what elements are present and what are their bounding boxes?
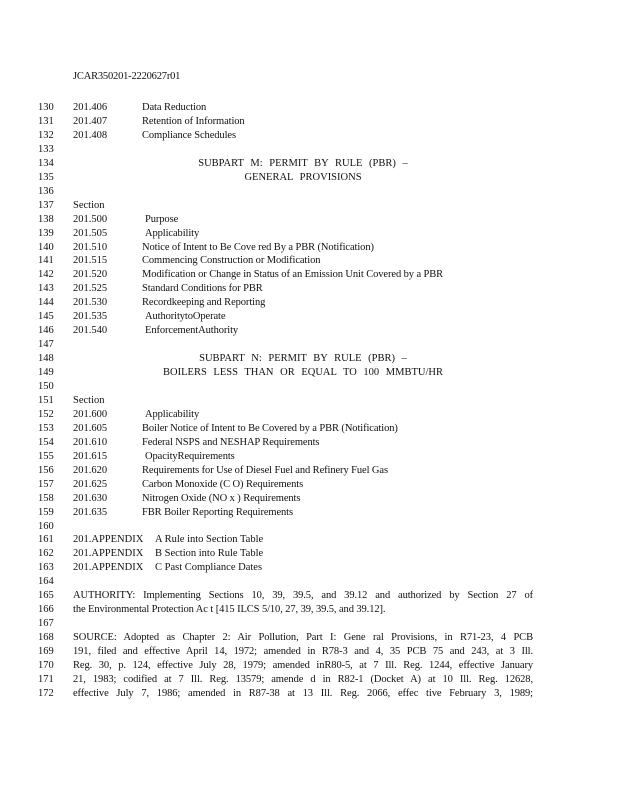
line-number: 152 [38, 408, 54, 420]
line-number: 165 [38, 590, 54, 602]
section-title: Standard Conditions for PBR [142, 283, 263, 295]
section-number: 201.510 [73, 241, 108, 253]
line-number: 154 [38, 436, 54, 448]
document-line [0, 380, 618, 394]
subpart-heading: BOILERS LESS THAN OR EQUAL TO 100 MMBTU/HR [163, 367, 443, 379]
document-line [0, 617, 618, 631]
document-line [0, 464, 618, 478]
document-id-header: JCAR350201-2220627r01 [73, 71, 181, 82]
section-number: 201.500 [73, 213, 108, 225]
section-title: Boiler Notice of Intent to Be Covered by a PBR (Notification) [142, 422, 398, 434]
section-title: Applicability [145, 408, 200, 420]
section-number: 201.APPENDIX [73, 534, 144, 546]
document-line [0, 408, 618, 422]
section-title: OpacityRequirements [145, 450, 235, 462]
line-number: 166 [38, 604, 54, 616]
document-line [0, 478, 618, 492]
section-number: 201.635 [73, 506, 108, 518]
document-line [0, 157, 618, 171]
document-line [0, 673, 618, 687]
section-title: Commencing Construction or Modification [142, 255, 321, 267]
paragraph-line: 191, filed and effective April 14, 1972; amended in R78-3 and 4, 35 PCB 75 and 243, at 3 Ill. [73, 646, 533, 658]
line-number: 142 [38, 269, 54, 281]
section-title: Retention of Information [142, 115, 245, 127]
document-line [0, 101, 618, 115]
section-number: 201.605 [73, 422, 108, 434]
line-number: 157 [38, 478, 54, 490]
paragraph-line: SOURCE: Adopted as Chapter 2: Air Pollution, Part I: Gene ral Provisions, in R71-23, 4 PCB [73, 632, 533, 644]
section-number: 201.407 [73, 115, 108, 127]
section-title: Compliance Schedules [142, 129, 236, 141]
section-title: EnforcementAuthority [145, 325, 239, 337]
section-title: Purpose [145, 213, 179, 225]
document-line [0, 241, 618, 255]
section-number: Section [73, 394, 105, 406]
line-number: 156 [38, 464, 54, 476]
document-line [0, 185, 618, 199]
section-title: Modification or Change in Status of an Emission Unit Covered by a PBR [142, 269, 444, 281]
section-title: Notice of Intent to Be Cove red By a PBR (Notification) [142, 241, 374, 253]
document-line [0, 561, 618, 575]
line-number: 146 [38, 325, 54, 337]
section-number: 201.630 [73, 492, 108, 504]
section-title: Data Reduction [142, 102, 207, 113]
section-number: 201.APPENDIX [73, 562, 144, 574]
line-number: 155 [38, 450, 54, 462]
line-number: 130 [38, 102, 54, 113]
document-line [0, 268, 618, 282]
document-line [0, 143, 618, 157]
document-line [0, 171, 618, 185]
subpart-heading: GENERAL PROVISIONS [244, 171, 362, 183]
line-number: 170 [38, 660, 54, 671]
line-number: 149 [38, 367, 54, 379]
document-line [0, 296, 618, 310]
section-number: Section [73, 199, 105, 211]
line-number: 135 [38, 171, 54, 183]
document-line [0, 115, 618, 129]
line-number: 144 [38, 297, 54, 309]
document-line [0, 422, 618, 436]
section-number: 201.615 [73, 450, 108, 462]
line-number: 134 [38, 157, 54, 169]
line-number: 163 [38, 562, 54, 574]
section-number: 201.540 [73, 325, 108, 337]
line-number: 172 [38, 687, 54, 699]
document-line [0, 352, 618, 366]
section-number: 201.406 [73, 102, 108, 113]
line-number: 159 [38, 506, 54, 518]
section-title: Applicability [145, 227, 200, 239]
section-number: 201.530 [73, 297, 108, 309]
paragraph-line: 21, 1983; codified at 7 Ill. Reg. 13579; amende d in R82-1 (Docket A) at 10 Ill. Reg. 12628, [73, 673, 533, 685]
document-line [0, 631, 618, 645]
line-number: 161 [38, 534, 54, 546]
document-line [0, 589, 618, 603]
section-number: 201.625 [73, 478, 108, 490]
document-line [0, 492, 618, 506]
document-line [0, 199, 618, 213]
line-number: 133 [38, 143, 54, 155]
document-line [0, 533, 618, 547]
line-number: 162 [38, 548, 54, 560]
section-title: Recordkeeping and Reporting [142, 297, 266, 309]
line-number: 148 [38, 353, 54, 365]
section-number: 201.408 [73, 129, 108, 141]
line-number: 160 [38, 520, 54, 532]
line-number: 140 [38, 241, 54, 253]
document-line [0, 310, 618, 324]
section-number: 201.APPENDIX [73, 548, 144, 560]
line-number: 137 [38, 199, 54, 211]
line-number: 151 [38, 394, 54, 406]
section-title: FBR Boiler Reporting Requirements [142, 506, 293, 518]
section-title: AuthoritytoOperate [145, 311, 226, 323]
appendix-title: C Past Compliance Dates [155, 562, 263, 574]
line-number: 136 [38, 185, 54, 197]
document-line [0, 129, 618, 143]
document-line [0, 506, 618, 520]
line-number: 164 [38, 576, 54, 588]
document-line [0, 645, 618, 659]
document-line [0, 338, 618, 352]
appendix-title: A Rule into Section Table [155, 534, 264, 546]
document-line [0, 213, 618, 227]
line-number: 147 [38, 339, 54, 351]
subpart-heading: SUBPART M: PERMIT BY RULE (PBR) – [198, 157, 408, 169]
section-number: 201.600 [73, 408, 108, 420]
line-number: 153 [38, 422, 54, 434]
document-line [0, 254, 618, 268]
document-line [0, 282, 618, 296]
line-number: 167 [38, 618, 54, 630]
line-number: 132 [38, 129, 54, 141]
document-line [0, 394, 618, 408]
section-number: 201.535 [73, 311, 108, 323]
section-number: 201.515 [73, 255, 108, 267]
section-number: 201.525 [73, 283, 108, 295]
line-number: 169 [38, 646, 54, 658]
paragraph-line: the Environmental Protection Ac t [415 ILCS 5/10, 27, 39, 39.5, and 39.12]. [73, 604, 386, 616]
document-line [0, 227, 618, 241]
subpart-heading: SUBPART N: PERMIT BY RULE (PBR) – [199, 353, 407, 365]
line-number: 139 [38, 227, 54, 239]
document-line [0, 520, 618, 534]
document-line [0, 687, 618, 701]
line-number: 143 [38, 283, 54, 295]
section-title: Federal NSPS and NESHAP Requirements [142, 436, 320, 448]
line-number: 138 [38, 213, 54, 225]
line-number: 168 [38, 632, 54, 644]
paragraph-line: AUTHORITY: Implementing Sections 10, 39, 39.5, and 39.12 and authorized by Section 27 of [73, 590, 533, 602]
section-number: 201.505 [73, 227, 108, 239]
line-number: 158 [38, 492, 54, 504]
document-line [0, 603, 618, 617]
section-title: Requirements for Use of Diesel Fuel and Refinery Fuel Gas [142, 464, 388, 476]
section-title: Nitrogen Oxide (NO x ) Requirements [142, 492, 301, 504]
paragraph-line: Reg. 30, p. 124, effective July 28, 1979; amended inR80-5, at 7 Ill. Reg. 1244, effective January [73, 660, 533, 671]
line-number: 150 [38, 381, 54, 392]
line-number: 171 [38, 673, 54, 685]
document-line [0, 366, 618, 380]
document-line [0, 436, 618, 450]
section-number: 201.610 [73, 436, 108, 448]
section-number: 201.620 [73, 464, 108, 476]
line-number: 145 [38, 311, 54, 323]
document-line [0, 324, 618, 338]
paragraph-line: effective July 7, 1986; amended in R87-38 at 13 Ill. Reg. 2066, effec tive February 3, 1989; [73, 687, 533, 699]
section-title: Carbon Monoxide (C O) Requirements [142, 478, 304, 490]
section-number: 201.520 [73, 269, 108, 281]
line-number: 131 [38, 115, 54, 127]
document-line [0, 547, 618, 561]
line-number: 141 [38, 255, 54, 267]
document-line [0, 575, 618, 589]
document-line [0, 659, 618, 673]
document-line [0, 450, 618, 464]
appendix-title: B Section into Rule Table [155, 548, 264, 560]
